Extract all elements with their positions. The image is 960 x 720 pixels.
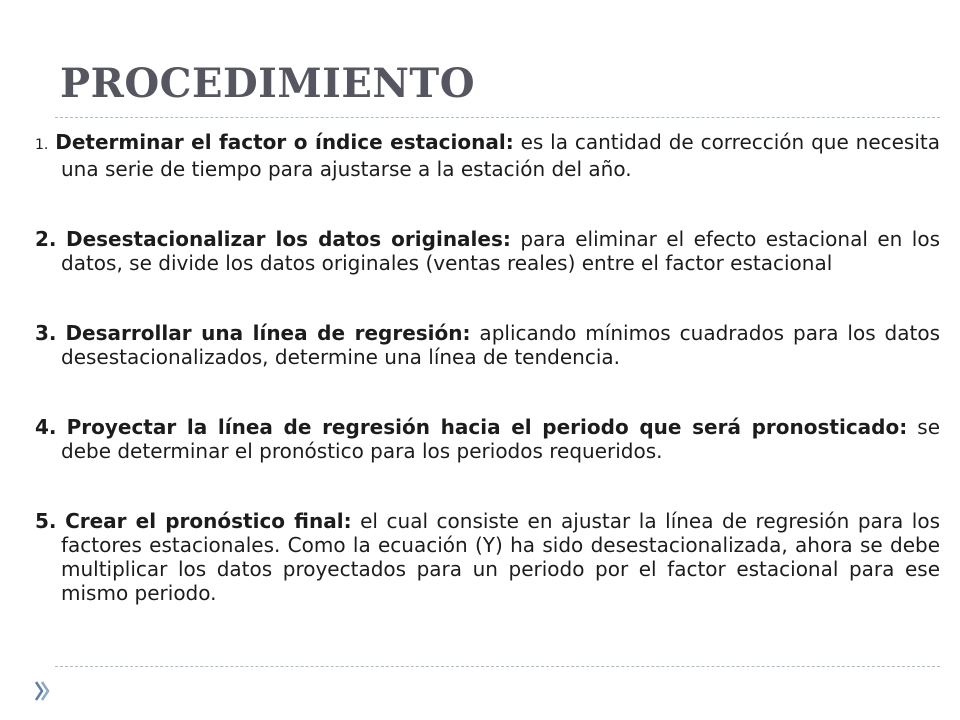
procedure-step-2 [35,227,940,275]
double-chevron-right-icon [34,680,50,702]
footer-divider [55,666,940,667]
step-number: 4. [35,415,57,439]
step-number: 3. [35,321,57,345]
procedure-step-3 [35,321,940,369]
step-heading: Determinar el factor o índice estacional: [55,130,514,154]
step-number: 2. [35,227,57,251]
page-title: PROCEDIMIENTO [60,60,476,107]
step-body: se debe determinar el pronóstico para los periodos requeridos. [61,415,941,463]
step-number: 1. [35,137,49,153]
procedure-step-5 [35,509,940,605]
step-heading: Desarrollar una línea de regresión: [65,321,471,345]
step-heading: Desestacionalizar los datos originales: [65,227,511,251]
procedure-step-1 [35,130,940,181]
step-number: 5. [35,509,57,533]
title-divider [55,117,940,118]
step-body: el cual consiste en ajustar la línea de regresión para los factores estacionales. Como la ecuación (Y) ha sido desestacionalizada, ahora se debe multiplicar los datos proyectados para un periodo por el factor estacional para ese mismo periodo. [61,509,941,605]
step-heading: Crear el pronóstico final: [65,509,352,533]
procedure-step-4 [35,415,940,463]
step-body: es la cantidad de corrección que necesita una serie de tiempo para ajustarse a la estación del año. [61,130,940,181]
step-heading: Proyectar la línea de regresión hacia el periodo que será pronosticado: [66,415,908,439]
step-body: aplicando mínimos cuadrados para los datos desestacionalizados, determine una línea de tendencia. [61,321,940,369]
step-body: para eliminar el efecto estacional en los datos, se divide los datos originales (ventas reales) entre el factor estacional [61,227,941,275]
procedure-list [35,130,940,605]
